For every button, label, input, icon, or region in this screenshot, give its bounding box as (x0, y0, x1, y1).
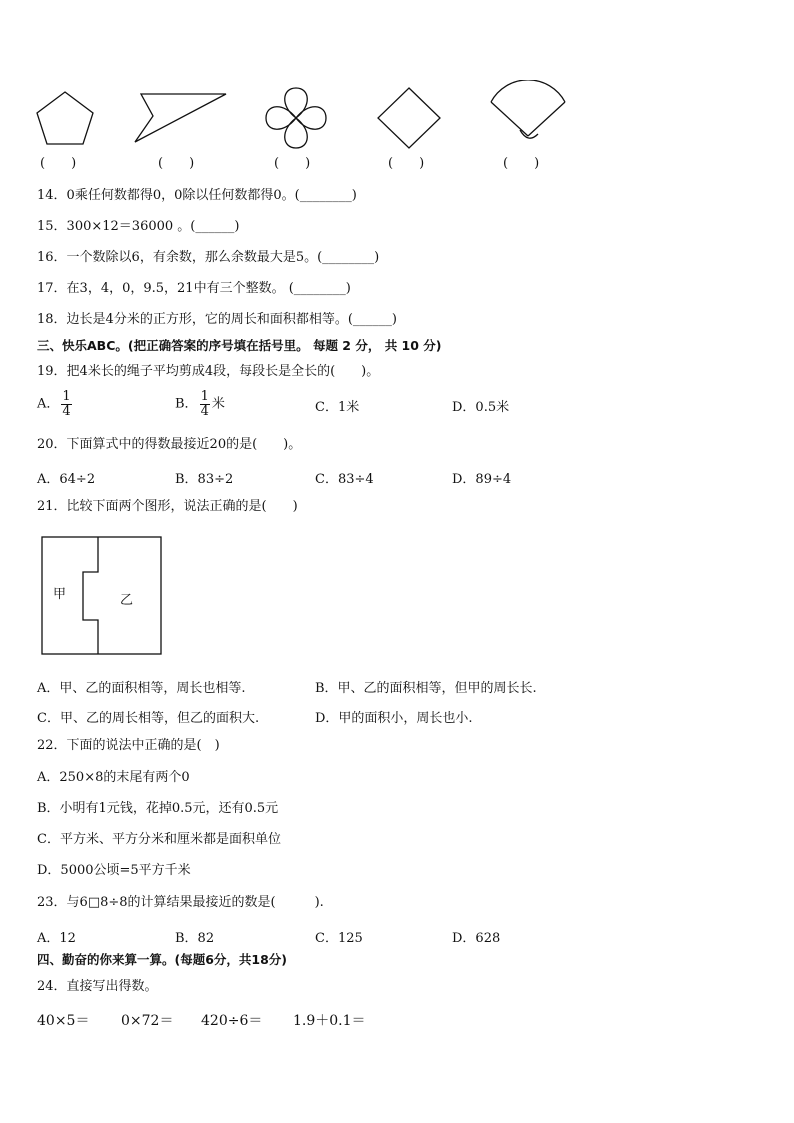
question-text: 300×12＝36000 。(______) (66, 219, 240, 234)
shape-answer-paren-4[interactable]: ( ) (388, 156, 425, 171)
unit-label: 米 (211, 396, 225, 412)
question-20-option-a[interactable]: A．64÷2 (37, 472, 96, 487)
question-23-option-a[interactable]: A．12 (37, 931, 76, 946)
question-number: 15． (37, 219, 67, 234)
question-20-option-b[interactable]: B．83÷2 (175, 472, 234, 487)
question-23-option-d[interactable]: D．628 (452, 931, 501, 946)
pentagon-shape (37, 92, 93, 144)
question-number: 14． (37, 188, 67, 203)
question-24-stem: 24．直接写出得数。 (37, 979, 158, 994)
question-number: 17． (37, 281, 67, 296)
question-22-option-c[interactable]: C．平方米、平方分米和厘米都是面积单位 (37, 832, 281, 847)
sector-shape (491, 80, 565, 138)
calc-item-4[interactable]: 1.9＋0.1＝ (293, 1013, 366, 1029)
question-15 (37, 219, 239, 235)
question-17 (37, 281, 351, 297)
question-20-stem: 20．下面算式中的得数最接近20的是( )。 (37, 437, 302, 452)
calc-item-1[interactable]: 40×5＝ (37, 1013, 90, 1029)
shape-answer-paren-1[interactable]: ( ) (40, 156, 77, 171)
question-text: 边长是4分米的正方形，它的周长和面积都相等。(______) (66, 312, 397, 327)
shapes-row (0, 80, 794, 150)
calc-item-3[interactable]: 420÷6＝ (201, 1013, 263, 1029)
question-23-option-c[interactable]: C．125 (315, 931, 363, 946)
question-20-option-c[interactable]: C．83÷4 (315, 472, 374, 487)
question-18 (37, 312, 397, 328)
section-3-title: 三、快乐ABC。(把正确答案的序号填在括号里。 每题 2 分， 共 10 分) (37, 338, 442, 353)
shape-answer-paren-3[interactable]: ( ) (274, 156, 311, 171)
figure-label-yi: 乙 (120, 593, 134, 608)
question-19-stem: 19．把4米长的绳子平均剪成4段，每段长是全长的( )。 (37, 364, 380, 379)
question-23-stem: 23．与6□8÷8的计算结果最接近的数是( ). (37, 895, 324, 910)
question-number: 18． (37, 312, 67, 327)
triangle-shape (135, 94, 226, 142)
figure-divider (83, 537, 98, 654)
question-19-option-d[interactable]: D．0.5米 (452, 400, 510, 415)
question-21-option-d[interactable]: D．甲的面积小，周长也小. (315, 711, 473, 726)
question-19-option-a[interactable] (37, 390, 74, 419)
question-22-option-b[interactable]: B．小明有1元钱，花掉0.5元，还有0.5元 (37, 801, 279, 816)
question-text: 在3，4，0，9.5，21中有三个整数。 (________) (66, 281, 351, 296)
option-label: A． (37, 396, 60, 412)
question-21-option-c[interactable]: C．甲、乙的周长相等，但乙的面积大. (37, 711, 260, 726)
fraction-numerator: 1 (200, 389, 209, 404)
diamond-shape (378, 88, 440, 148)
figure-label-jia: 甲 (53, 587, 67, 602)
four-petal-flower-shape (266, 88, 326, 148)
question-14 (37, 188, 357, 204)
section-4-title: 四、勤奋的你来算一算。(每题6分，共18分) (37, 952, 288, 967)
question-number: 16． (37, 250, 67, 265)
question-text: 一个数除以6，有余数，那么余数最大是5。(________) (66, 250, 380, 265)
calc-item-2[interactable]: 0×72＝ (121, 1013, 174, 1029)
option-label: B． (175, 396, 198, 412)
question-19-option-b[interactable] (175, 390, 225, 419)
question-21-option-b[interactable]: B．甲、乙的面积相等，但甲的周长长. (315, 681, 537, 696)
question-22-option-a[interactable]: A．250×8的末尾有两个0 (37, 770, 190, 785)
fraction-one-quarter (61, 390, 71, 419)
question-19-option-c[interactable]: C．1米 (315, 400, 360, 415)
fraction-denominator: 4 (200, 404, 209, 419)
question-16 (37, 250, 379, 266)
question-21-stem: 21．比较下面两个图形，说法正确的是( ) (37, 499, 298, 514)
question-22-stem: 22．下面的说法中正确的是( ) (37, 738, 220, 753)
fraction-numerator: 1 (62, 389, 71, 404)
fraction-denominator: 4 (62, 404, 71, 419)
question-21-option-a[interactable]: A．甲、乙的面积相等，周长也相等. (37, 681, 246, 696)
fraction-one-quarter (200, 390, 210, 419)
shape-answer-paren-5[interactable]: ( ) (503, 156, 540, 171)
question-23-option-b[interactable]: B．82 (175, 931, 215, 946)
question-text: 0乘任何数都得0，0除以任何数都得0。(________) (66, 188, 357, 203)
question-20-option-d[interactable]: D．89÷4 (452, 472, 512, 487)
question-22-option-d[interactable]: D．5000公顷=5平方千米 (37, 863, 191, 878)
shape-answer-paren-2[interactable]: ( ) (158, 156, 195, 171)
